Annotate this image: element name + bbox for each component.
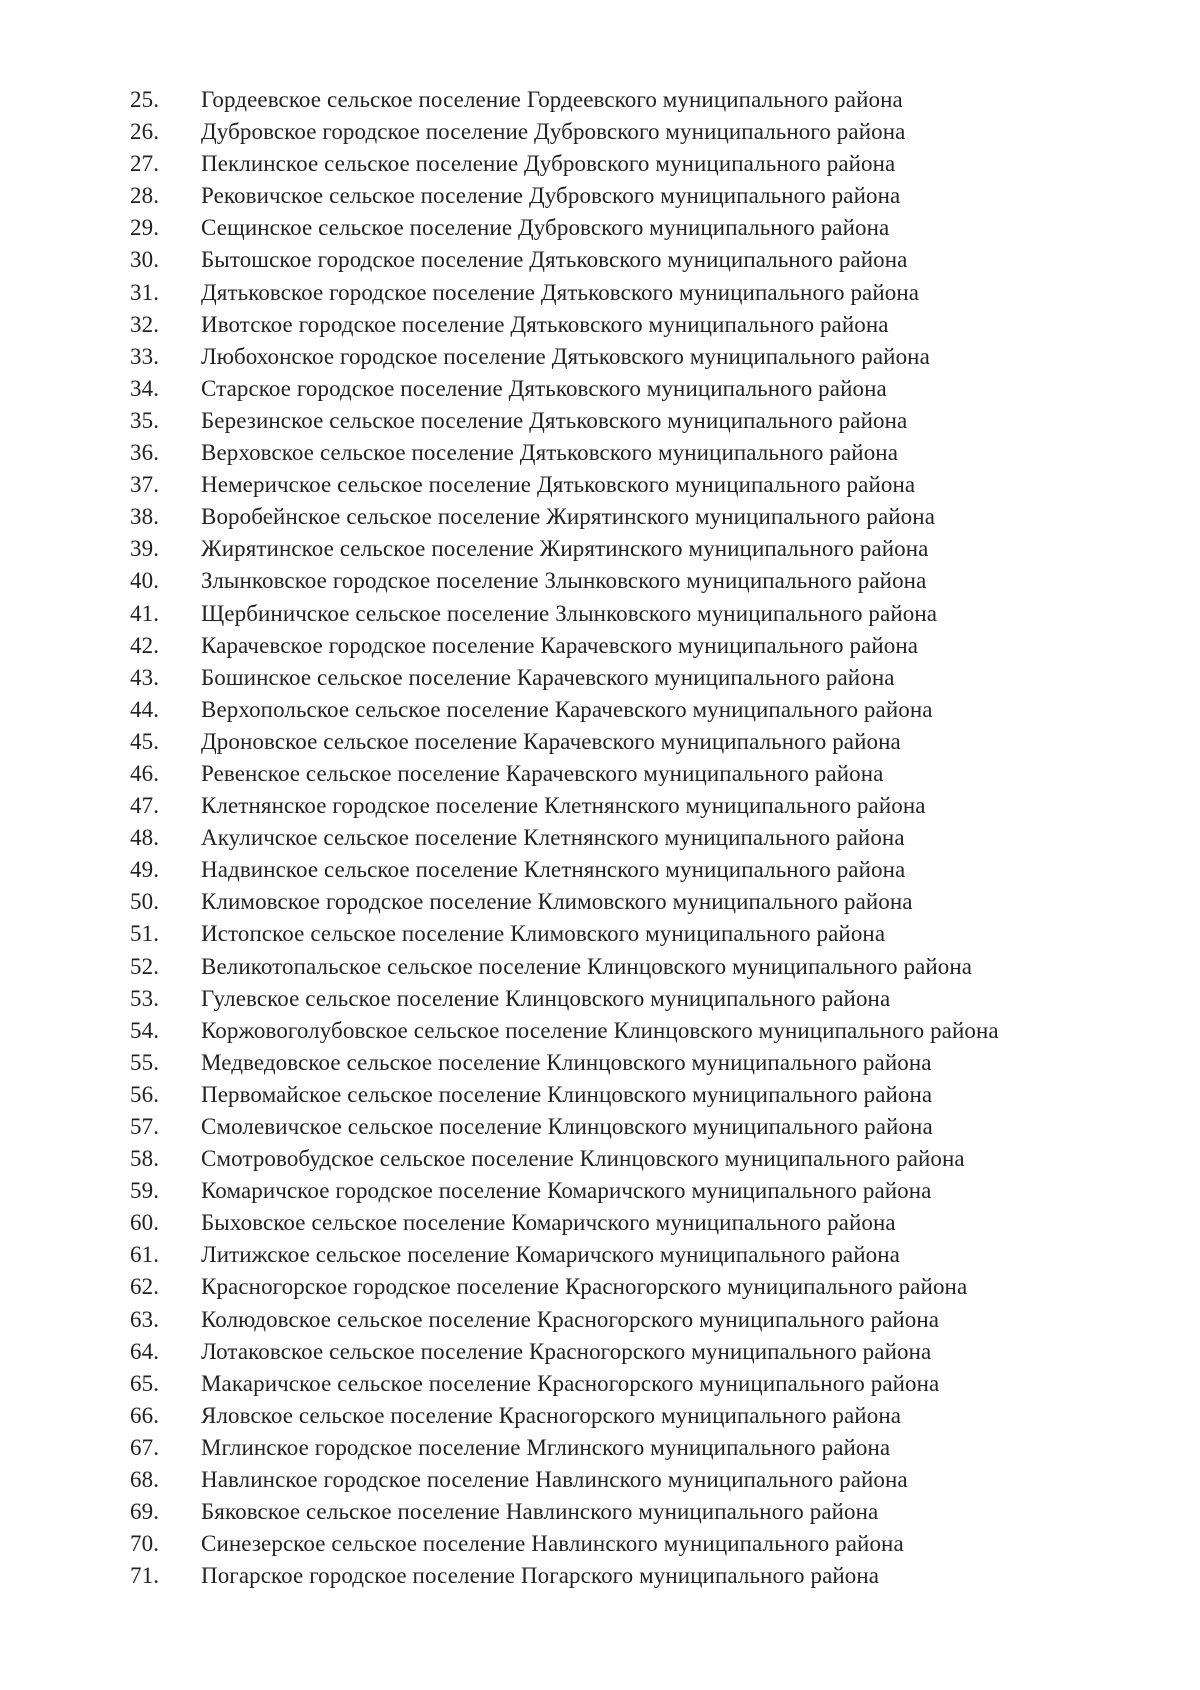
item-number: 69.	[130, 1499, 160, 1525]
item-text: Ревенское сельское поселение Карачевского муниципального района	[201, 760, 884, 786]
list-item	[0, 694, 1200, 726]
item-number: 71.	[130, 1563, 160, 1589]
item-text: Великотопальское сельское поселение Клинцовского муниципального района	[201, 953, 973, 979]
item-number: 53.	[130, 985, 160, 1011]
item-number: 52.	[130, 953, 160, 979]
item-number: 45.	[130, 728, 160, 754]
item-text: Мглинское городское поселение Мглинского муниципального района	[201, 1434, 891, 1460]
item-number: 36.	[130, 440, 160, 466]
list-item	[0, 758, 1200, 790]
item-number: 70.	[130, 1531, 160, 1557]
item-number: 48.	[130, 825, 160, 851]
item-number: 59.	[130, 1178, 160, 1204]
item-number: 46.	[130, 760, 160, 786]
item-number: 67.	[130, 1434, 160, 1460]
list-item	[0, 1143, 1200, 1175]
item-number: 26.	[130, 119, 160, 145]
item-number: 51.	[130, 921, 160, 947]
item-text: Старское городское поселение Дятьковского муниципального района	[201, 375, 887, 401]
list-item	[0, 1239, 1200, 1271]
item-text: Надвинское сельское поселение Клетнянского муниципального района	[201, 857, 906, 883]
item-text: Смотровобудское сельское поселение Клинцовского муниципального района	[201, 1146, 965, 1172]
list-item	[0, 983, 1200, 1015]
item-text: Верховское сельское поселение Дятьковского муниципального района	[201, 440, 899, 466]
item-number: 62.	[130, 1274, 160, 1300]
list-item	[0, 726, 1200, 758]
item-text: Акуличское сельское поселение Клетнянского муниципального района	[201, 825, 905, 851]
list-item	[0, 1400, 1200, 1432]
item-text: Первомайское сельское поселение Клинцовского муниципального района	[201, 1081, 933, 1107]
item-text: Коржовоголубовское сельское поселение Клинцовского муниципального района	[201, 1017, 999, 1043]
list-item	[0, 1560, 1200, 1592]
item-text: Макаричское сельское поселение Красногорского муниципального района	[201, 1370, 940, 1396]
list-item	[0, 951, 1200, 983]
list-item	[0, 277, 1200, 309]
list-item	[0, 1111, 1200, 1143]
list-item	[0, 1271, 1200, 1303]
item-text: Яловское сельское поселение Красногорского муниципального района	[201, 1402, 902, 1428]
list-item	[0, 1304, 1200, 1336]
item-text: Гулевское сельское поселение Клинцовского муниципального района	[201, 985, 891, 1011]
list-item	[0, 1015, 1200, 1047]
item-number: 38.	[130, 504, 160, 530]
item-text: Пеклинское сельское поселение Дубровского муниципального района	[201, 151, 896, 177]
list-item	[0, 918, 1200, 950]
item-number: 33.	[130, 343, 160, 369]
list-item	[0, 1464, 1200, 1496]
item-text: Клетнянское городское поселение Клетнянского муниципального района	[201, 793, 926, 819]
list-item	[0, 1432, 1200, 1464]
item-number: 68.	[130, 1467, 160, 1493]
item-text: Любохонское городское поселение Дятьковского муниципального района	[201, 343, 930, 369]
item-text: Рековичское сельское поселение Дубровского муниципального района	[201, 183, 901, 209]
list-item	[0, 1528, 1200, 1560]
list-item	[0, 116, 1200, 148]
list-item	[0, 662, 1200, 694]
item-number: 66.	[130, 1402, 160, 1428]
item-text: Бошинское сельское поселение Карачевского муниципального района	[201, 664, 895, 690]
item-number: 30.	[130, 247, 160, 273]
list-item	[0, 180, 1200, 212]
item-text: Дубровское городское поселение Дубровского муниципального района	[201, 119, 906, 145]
item-number: 61.	[130, 1242, 160, 1268]
item-text: Щербиничское сельское поселение Злынковского муниципального района	[201, 600, 938, 626]
item-number: 40.	[130, 568, 160, 594]
item-number: 39.	[130, 536, 160, 562]
item-text: Сещинское сельское поселение Дубровского муниципального района	[201, 215, 890, 241]
item-text: Березинское сельское поселение Дятьковского муниципального района	[201, 407, 908, 433]
list-item	[0, 854, 1200, 886]
list-item	[0, 886, 1200, 918]
item-text: Климовское городское поселение Климовского муниципального района	[201, 889, 913, 915]
item-number: 47.	[130, 793, 160, 819]
list-item	[0, 373, 1200, 405]
list-item	[0, 84, 1200, 116]
item-text: Истопское сельское поселение Климовского муниципального района	[201, 921, 886, 947]
item-number: 54.	[130, 1017, 160, 1043]
list-item	[0, 565, 1200, 597]
item-number: 37.	[130, 472, 160, 498]
list-item	[0, 1368, 1200, 1400]
item-number: 31.	[130, 279, 160, 305]
item-text: Медведовское сельское поселение Клинцовского муниципального района	[201, 1049, 932, 1075]
item-text: Дроновское сельское поселение Карачевского муниципального района	[201, 728, 901, 754]
item-text: Смолевичское сельское поселение Клинцовского муниципального района	[201, 1114, 933, 1139]
item-number: 49.	[130, 857, 160, 883]
item-number: 41.	[130, 600, 160, 626]
item-text: Карачевское городское поселение Карачевского муниципального района	[201, 632, 919, 658]
list-item	[0, 309, 1200, 341]
item-text: Ивотское городское поселение Дятьковского муниципального района	[201, 311, 889, 337]
list-item	[0, 437, 1200, 469]
item-text: Быховское сельское поселение Комаричского муниципального района	[201, 1210, 896, 1236]
list-item	[0, 148, 1200, 180]
item-number: 56.	[130, 1081, 160, 1107]
list-item	[0, 212, 1200, 244]
item-text: Злынковское городское поселение Злынковского муниципального района	[201, 568, 927, 594]
list-item	[0, 1079, 1200, 1111]
list-item	[0, 405, 1200, 437]
list-item	[0, 822, 1200, 854]
item-number: 25.	[130, 87, 160, 112]
item-text: Лотаковское сельское поселение Красногорского муниципального района	[201, 1338, 932, 1364]
settlement-list	[0, 84, 1200, 1592]
item-number: 63.	[130, 1306, 160, 1332]
item-number: 27.	[130, 151, 160, 177]
list-item	[0, 630, 1200, 662]
item-number: 35.	[130, 407, 160, 433]
item-number: 32.	[130, 311, 160, 337]
item-text: Комаричское городское поселение Комаричского муниципального района	[201, 1178, 932, 1204]
item-text: Синезерское сельское поселение Навлинского муниципального района	[201, 1531, 904, 1557]
item-number: 34.	[130, 375, 160, 401]
item-number: 60.	[130, 1210, 160, 1236]
item-text: Гордеевское сельское поселение Гордеевского муниципального района	[201, 87, 903, 112]
item-text: Красногорское городское поселение Красногорского муниципального района	[201, 1274, 968, 1300]
item-number: 55.	[130, 1049, 160, 1075]
item-number: 50.	[130, 889, 160, 915]
item-text: Воробейнское сельское поселение Жирятинского муниципального района	[201, 504, 935, 530]
list-item	[0, 1175, 1200, 1207]
list-item	[0, 1336, 1200, 1368]
item-text: Бытошское городское поселение Дятьковского муниципального района	[201, 247, 908, 273]
item-text: Жирятинское сельское поселение Жирятинского муниципального района	[201, 536, 929, 562]
item-text: Колюдовское сельское поселение Красногорского муниципального района	[201, 1306, 940, 1332]
list-item	[0, 501, 1200, 533]
item-number: 64.	[130, 1338, 160, 1364]
list-item	[0, 341, 1200, 373]
item-number: 65.	[130, 1370, 160, 1396]
item-text: Верхопольское сельское поселение Карачевского муниципального района	[201, 696, 933, 722]
list-item	[0, 244, 1200, 276]
item-number: 44.	[130, 696, 160, 722]
item-text: Дятьковское городское поселение Дятьковского муниципального района	[201, 279, 920, 305]
list-item	[0, 533, 1200, 565]
item-number: 57.	[130, 1114, 160, 1139]
item-number: 43.	[130, 664, 160, 690]
item-text: Литижское сельское поселение Комаричского муниципального района	[201, 1242, 900, 1268]
item-text: Бяковское сельское поселение Навлинского муниципального района	[201, 1499, 879, 1525]
item-text: Немеричское сельское поселение Дятьковского муниципального района	[201, 472, 916, 498]
item-number: 28.	[130, 183, 160, 209]
list-item	[0, 1496, 1200, 1528]
item-text: Погарское городское поселение Погарского муниципального района	[201, 1563, 880, 1589]
item-number: 58.	[130, 1146, 160, 1172]
list-item	[0, 1207, 1200, 1239]
item-number: 42.	[130, 632, 160, 658]
item-text: Навлинское городское поселение Навлинского муниципального района	[201, 1467, 908, 1493]
item-number: 29.	[130, 215, 160, 241]
list-item	[0, 469, 1200, 501]
list-item	[0, 790, 1200, 822]
list-item	[0, 1047, 1200, 1079]
list-item	[0, 598, 1200, 630]
